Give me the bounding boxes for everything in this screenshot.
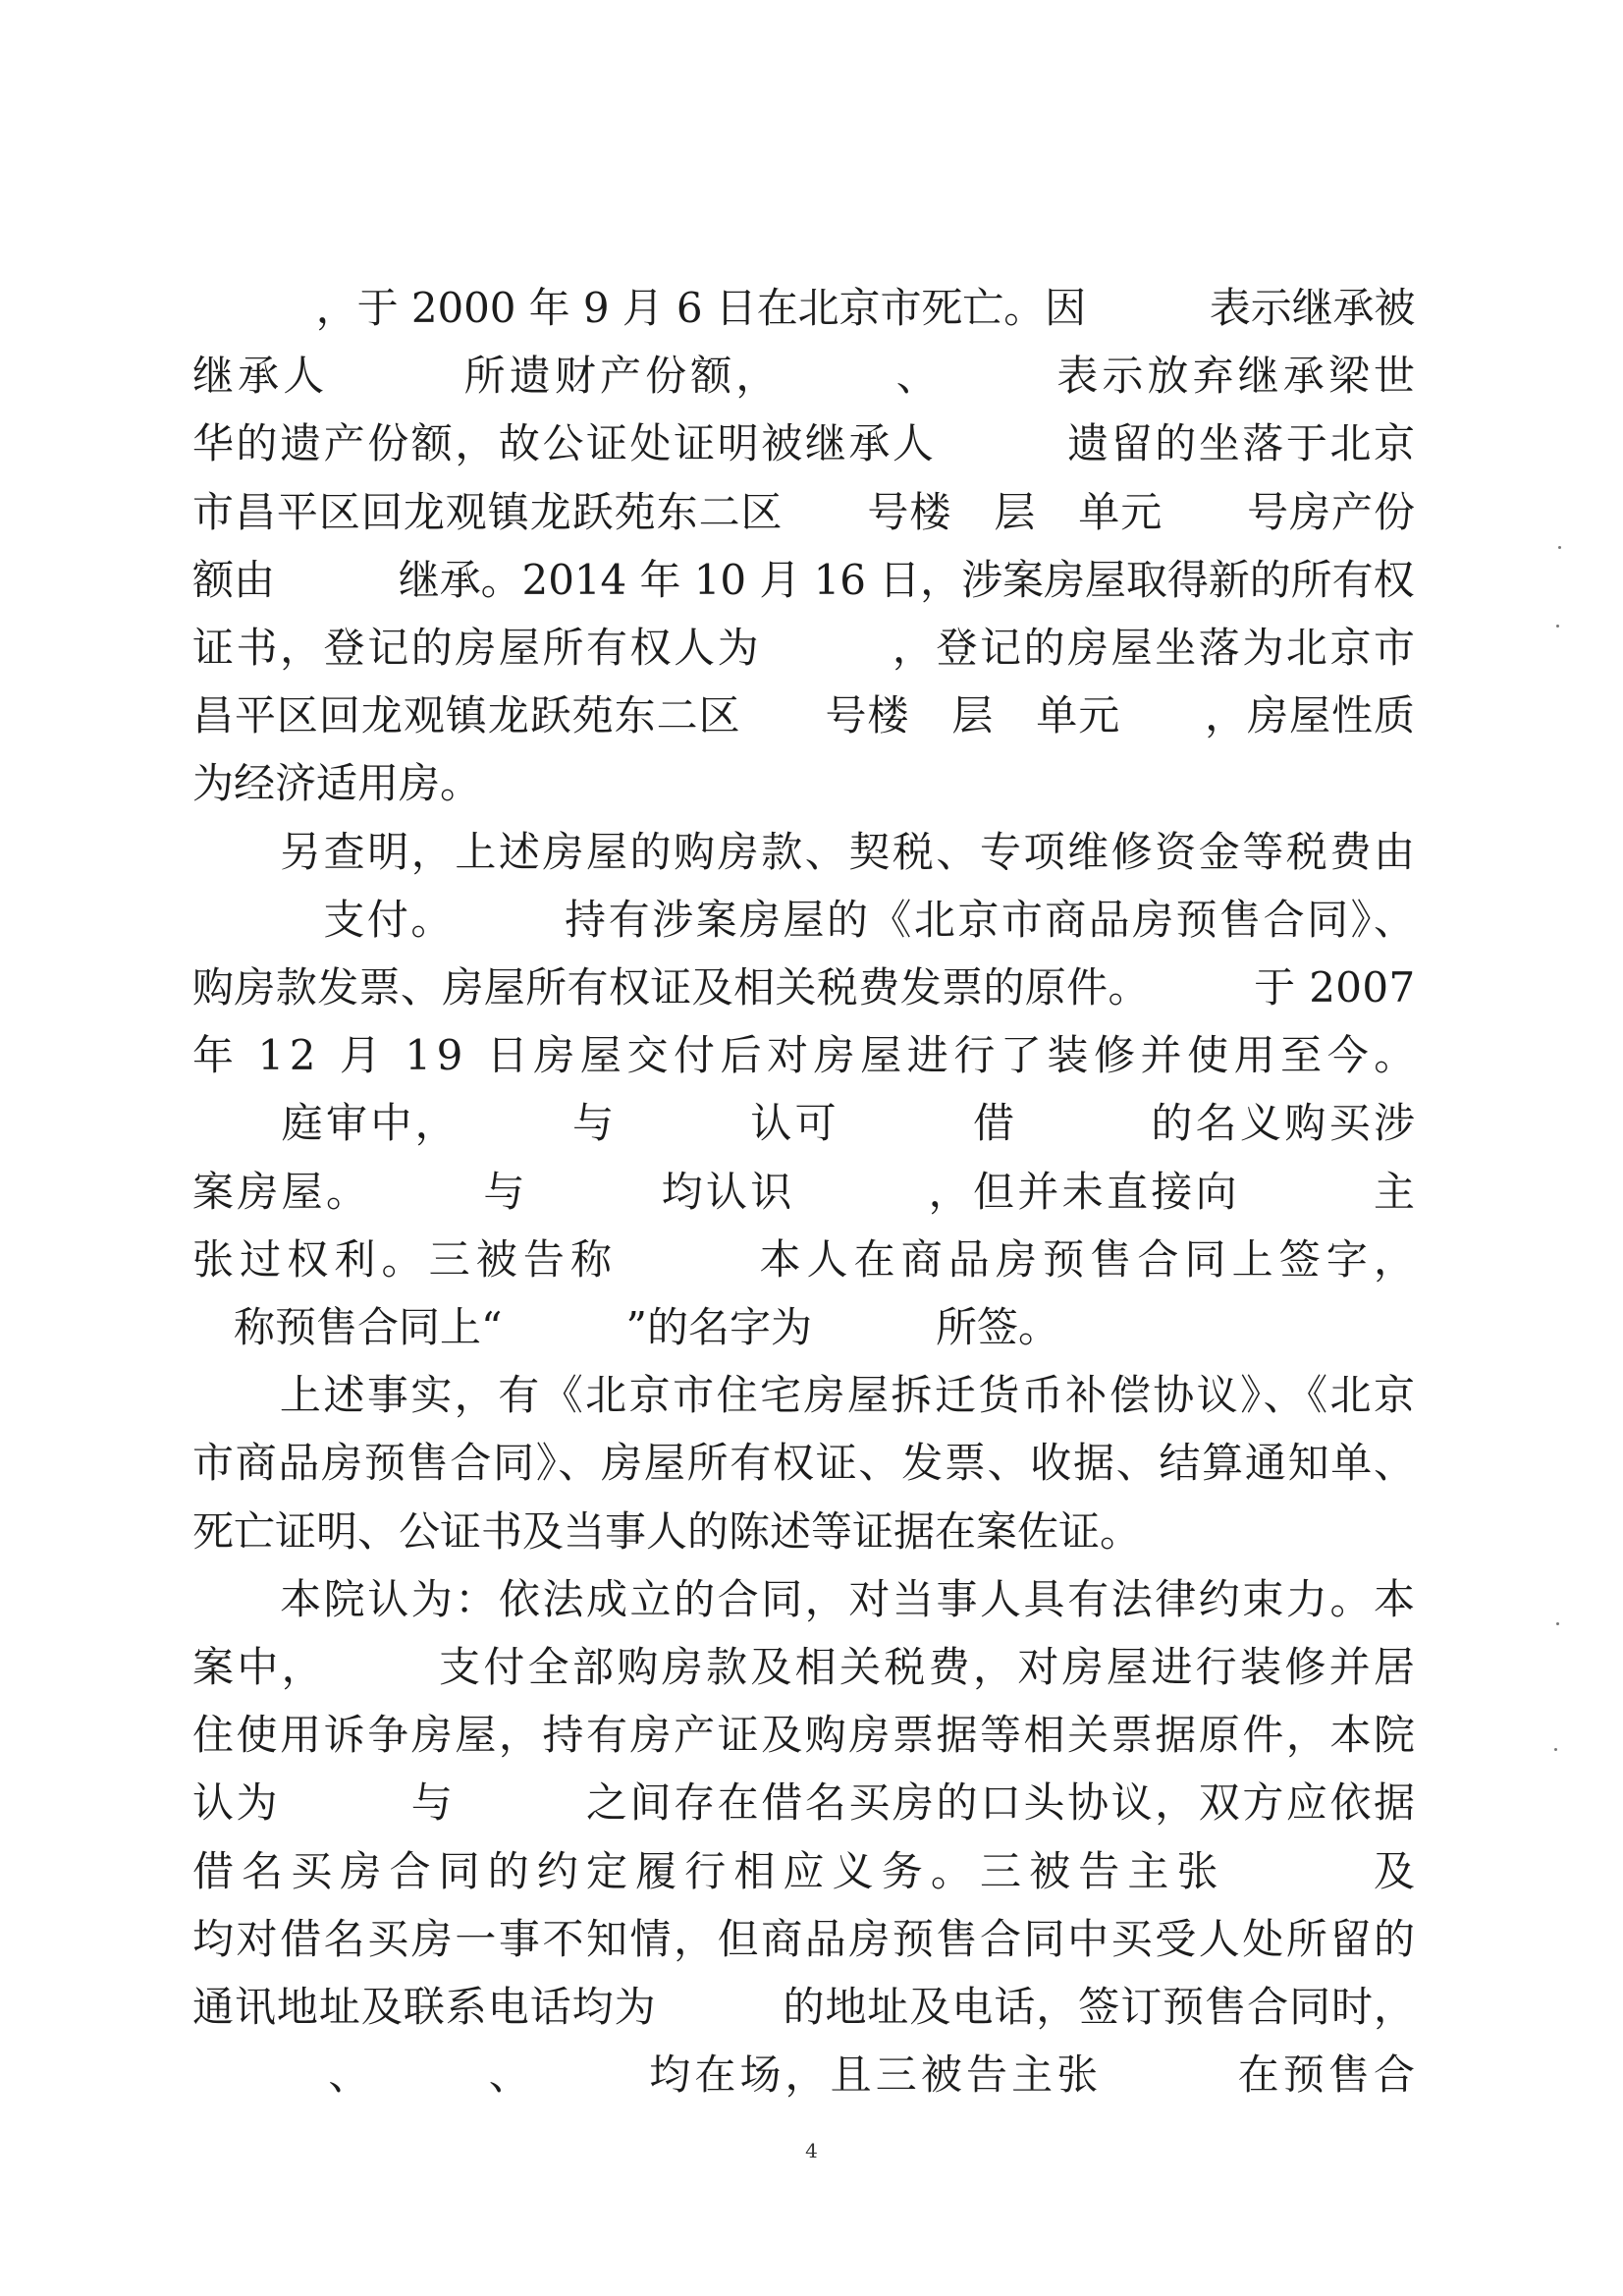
text-line: 额由 继承。2014 年 10 月 16 日，涉案房屋取得新的所有权 [192, 555, 1415, 604]
scan-speck [1556, 625, 1559, 628]
text-line: 死亡证明、公证书及当事人的陈述等证据在案佐证。 [192, 1506, 1142, 1556]
text-line: 案中， 支付全部购房款及相关税费，对房屋进行装修并居 [192, 1643, 1419, 1691]
text-line: 认为 与 之间存在借名买房的口头协议，双方应依据 [192, 1778, 1418, 1828]
text-line: 证书，登记的房屋所有权人为 ，登记的房屋坐落为北京市 [192, 624, 1418, 672]
text-line: 均对借名买房一事不知情，但商品房预售合同中买受人处所留的 [192, 1914, 1418, 1963]
text-line: 借名买房合同的约定履行相应义务。三被告主张 及 [192, 1846, 1424, 1895]
text-line: 为经济适用房。 [192, 759, 482, 808]
text-line: 通讯地址及联系电话均为 的地址及电话，签订预售合同时， [192, 1983, 1416, 2031]
text-line: 华的遗产份额，故公证处证明被继承人 遗留的坐落于北京 [192, 419, 1418, 468]
page-number: 4 [805, 2139, 818, 2162]
text-line: 住使用诉争房屋，持有房产证及购房票据等相关票据原件，本院 [192, 1711, 1418, 1760]
text-line: 案房屋。 与 均认识 ，但并未直接向 主 [192, 1167, 1419, 1216]
text-line: 、 、 均在场，且三被告主张 在预售合 [192, 2050, 1420, 2100]
scan-speck [1558, 546, 1561, 549]
text-line: 年 12 月 19 日房屋交付后对房屋进行了装修并使用至今。 [192, 1031, 1421, 1080]
text-line: 本院认为：依法成立的合同，对当事人具有法律约束力。本 [192, 1574, 1418, 1623]
text-line: 市昌平区回龙观镇龙跃苑东二区 号楼 层 单元 号房产份 [192, 487, 1416, 536]
text-line: 称预售合同上“ ”的名字为 所签。 [192, 1303, 1059, 1351]
text-line: 市商品房预售合同》、房屋所有权证、发票、收据、结算通知单、 [192, 1439, 1417, 1488]
text-line: 庭审中， 与 认可 借 的名义购买涉 [192, 1099, 1419, 1148]
scan-speck [1554, 1748, 1557, 1751]
text-line: 支付。 持有涉案房屋的《北京市商品房预售合同》、 [192, 895, 1418, 944]
text-line: 购房款发票、房屋所有权证及相关税费发票的原件。 于 2007 [192, 963, 1416, 1011]
text-line: ，于 2000 年 9 月 6 日在北京市死亡。因 表示继承被 [192, 284, 1416, 332]
text-line: 上述事实，有《北京市住宅房屋拆迁货币补偿协议》、《北京 [192, 1371, 1418, 1420]
text-line: 继承人 所遗财产份额， 、 表示放弃继承梁世 [192, 352, 1420, 401]
text-line: 张过权利。三被告称 本人在商品房预售合同上签字， [192, 1234, 1422, 1284]
text-line: 昌平区回龙观镇龙跃苑东二区 号楼 层 单元 ，房屋性质 [192, 691, 1416, 740]
text-line: 另查明，上述房屋的购房款、契税、专项维修资金等税费由 [192, 827, 1418, 876]
scan-speck [1556, 1622, 1559, 1625]
